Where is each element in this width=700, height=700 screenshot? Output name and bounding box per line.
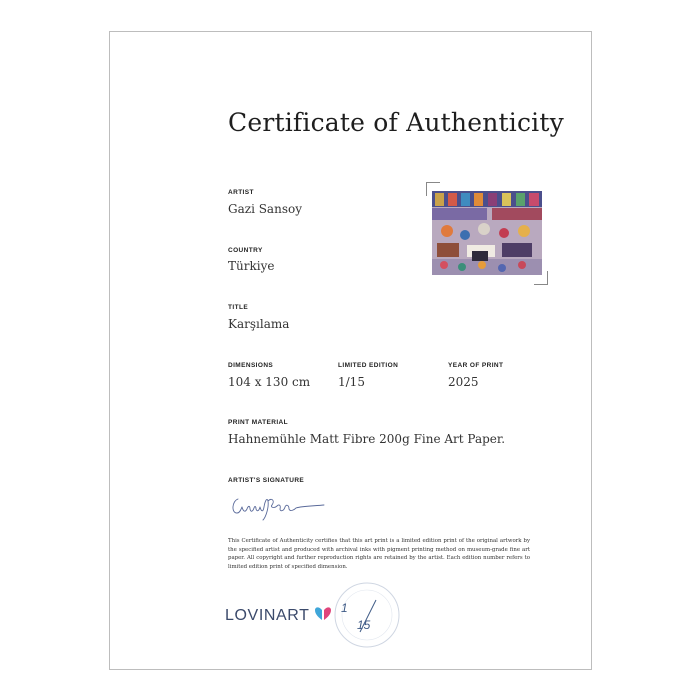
certificate-title: Certificate of Authenticity xyxy=(228,108,564,137)
artwork-image xyxy=(432,191,542,275)
artwork-thumbnail xyxy=(426,182,548,285)
brand-heart-icon xyxy=(313,606,333,622)
signature-label: ARTIST'S SIGNATURE xyxy=(228,477,305,484)
brand-logo-text: LOVINART xyxy=(225,607,310,624)
edition-label: LIMITED EDITION xyxy=(338,362,399,369)
edition-value: 1/15 xyxy=(338,375,365,389)
material-value: Hahnemühle Matt Fibre 200g Fine Art Paper. xyxy=(228,432,506,446)
dimensions-value: 104 x 130 cm xyxy=(228,375,311,389)
artwork-title-value: Karşılama xyxy=(228,317,290,331)
seal-edition-total: 15 xyxy=(357,618,371,632)
material-label: PRINT MATERIAL xyxy=(228,419,289,426)
artist-value: Gazi Sansoy xyxy=(228,202,302,216)
year-value: 2025 xyxy=(448,375,479,389)
country-value: Türkiye xyxy=(228,259,275,273)
country-label: COUNTRY xyxy=(228,247,263,254)
dimensions-label: DIMENSIONS xyxy=(228,362,274,369)
certificate-sheet xyxy=(109,31,592,670)
artist-label: ARTIST xyxy=(228,189,254,196)
title-label: TITLE xyxy=(228,304,249,311)
seal-edition-number: 1 xyxy=(341,601,348,615)
edition-seal xyxy=(332,580,402,650)
year-label: YEAR OF PRINT xyxy=(448,362,504,369)
artist-signature xyxy=(228,487,328,521)
certificate-statement: This Certificate of Authenticity certifies that this art print is a limited edition print of the original artwork by the specified artist and produced with archival inks with pigment printing method on museum-grade fine art paper. All copyright and further reproduction rights are retained by the artist. Each edition number refers to limited edition print of specified dimension. xyxy=(228,538,530,570)
